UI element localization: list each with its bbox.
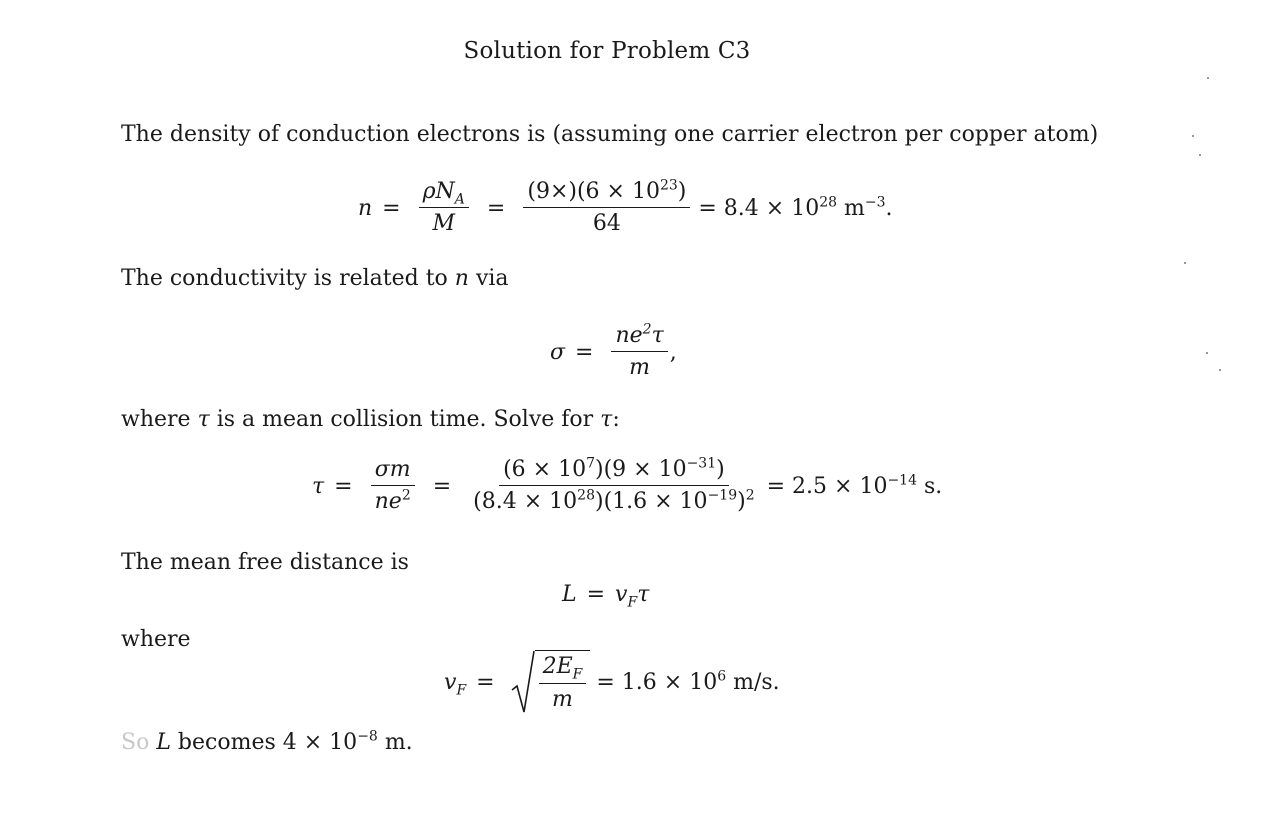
scan-speck — [1207, 77, 1209, 79]
eq3-fraction-1: $\frac{\sigma m}{ne^2}$ — [371, 458, 415, 514]
paragraph-density: The density of conduction electrons is (assuming one carrier electron per copper atom) — [121, 122, 1099, 147]
scan-speck — [1199, 154, 1201, 156]
eq3-result: = $2.5 \times 10^{-14}$ s. — [766, 472, 943, 499]
page-title: Solution for Problem C3 — [463, 38, 751, 64]
equation-conductivity: σ = $\frac{ne^2\tau}{m}$ , — [550, 321, 677, 381]
equation-mean-free-path: L = $v_F\tau$ — [562, 582, 650, 611]
scan-speck — [1219, 369, 1221, 371]
eq3-fraction-2: $\frac{(6 \times 10^7)(9 \times 10^{-31})}{(8.4 \times 10^{28})(1.6 \times 10^{-19})^2}$ — [473, 455, 755, 515]
square-root — [511, 650, 591, 714]
paragraph-where: where — [121, 627, 191, 652]
equation-collision-time: τ = $\frac{\sigma m}{ne^2}$ = $\frac{(6 \times 10^7)(9 \times 10^{-31})}{(8.4 \times 10^{28})(1.6 \times 10^{-19})^2}$ = $2.5 \times 10^{-14}$ s. — [312, 455, 943, 515]
paragraph-collision-time: where τ is a mean collision time. Solve for τ: — [121, 407, 620, 432]
eq2-fraction: $\frac{ne^2\tau}{m}$ — [611, 324, 667, 380]
equation-fermi-velocity: $v_F$ = $\frac{2E_F}{m}$ = $1.6 \times 10^6$ m/s. — [444, 650, 780, 714]
equation-electron-density: n = $\frac{\rho N_A}{M}$ = $\frac{(9\times)(6 \times 10^{23})}{64}$ = $8.4 \times 10^{28}$ $m^{-3}$. — [358, 177, 893, 237]
paragraph-conductivity: The conductivity is related to n via — [121, 266, 509, 291]
eq5-result: = $1.6 \times 10^6$ m/s. — [596, 668, 780, 695]
paragraph-conclusion: So L becomes $4 \times 10^{-8}$ m. — [121, 728, 413, 755]
eq5-fraction: $\frac{2E_F}{m}$ — [539, 655, 587, 711]
scan-speck — [1192, 135, 1194, 137]
eq1-lhs: n — [358, 195, 373, 221]
scan-speck — [1206, 352, 1208, 354]
eq1-result: = $8.4 \times 10^{28}$ $m^{-3}$. — [698, 194, 893, 221]
paragraph-mean-free-distance: The mean free distance is — [121, 550, 409, 575]
radical-sign-icon — [511, 650, 535, 714]
scan-speck — [1184, 262, 1186, 264]
eq1-fraction-2: $\frac{(9\times)(6 \times 10^{23})}{64}$ — [523, 180, 690, 236]
eq1-fraction-1: $\frac{\rho N_A}{M}$ — [419, 180, 469, 236]
